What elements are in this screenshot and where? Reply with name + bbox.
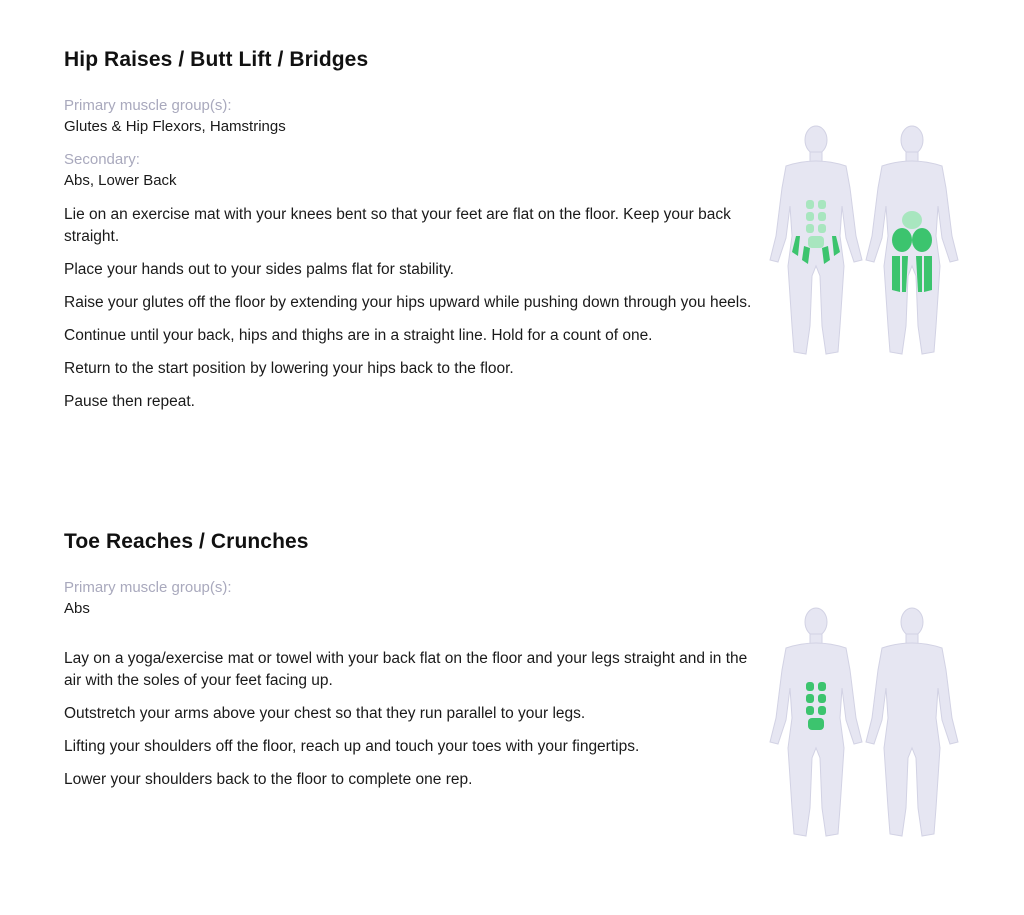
primary-muscle-label: Primary muscle group(s):: [64, 97, 232, 114]
instruction-steps: [64, 204, 754, 413]
exercise-section-hip-raises: [64, 48, 754, 424]
instruction-step: Return to the start position by lowering your hips back to the floor.: [64, 360, 514, 377]
instruction-step: Continue until your back, hips and thighs are in a straight line. Hold for a count of one.: [64, 327, 653, 344]
instruction-step: Raise your glutes off the floor by extending your hips upward while pushing down through you heels.: [64, 294, 752, 311]
primary-muscle-value: Abs: [64, 600, 90, 617]
instruction-step: Pause then repeat.: [64, 393, 195, 410]
secondary-muscle-value: Abs, Lower Back: [64, 172, 177, 189]
back-body-outline: [866, 608, 958, 836]
muscle-diagram-toe-reaches: [768, 606, 968, 842]
instruction-step: Lifting your shoulders off the floor, reach up and touch your toes with your fingertips.: [64, 738, 640, 755]
instruction-step: Lower your shoulders back to the floor to complete one rep.: [64, 771, 473, 788]
exercise-section-toe-reaches: [64, 530, 754, 802]
exercise-title: Hip Raises / Butt Lift / Bridges: [64, 48, 369, 71]
back-lower-back-highlight: [902, 211, 922, 229]
instruction-step: Outstretch your arms above your chest so that they run parallel to your legs.: [64, 705, 586, 722]
exercise-title: Toe Reaches / Crunches: [64, 530, 309, 553]
instruction-steps: [64, 648, 754, 791]
instruction-step: Lie on an exercise mat with your knees bent so that your feet are flat on the floor. Keep your back straight.: [64, 206, 731, 245]
primary-muscle-label: Primary muscle group(s):: [64, 579, 232, 596]
instruction-step: Lay on a yoga/exercise mat or towel with your back flat on the floor and your legs straight and in the air with the soles of your feet facing up.: [64, 650, 748, 689]
primary-muscle-value: Glutes & Hip Flexors, Hamstrings: [64, 118, 286, 135]
instruction-step: Place your hands out to your sides palms flat for stability.: [64, 261, 454, 278]
secondary-muscle-label: Secondary:: [64, 151, 140, 168]
muscle-diagram-hip-raises: [768, 124, 968, 360]
